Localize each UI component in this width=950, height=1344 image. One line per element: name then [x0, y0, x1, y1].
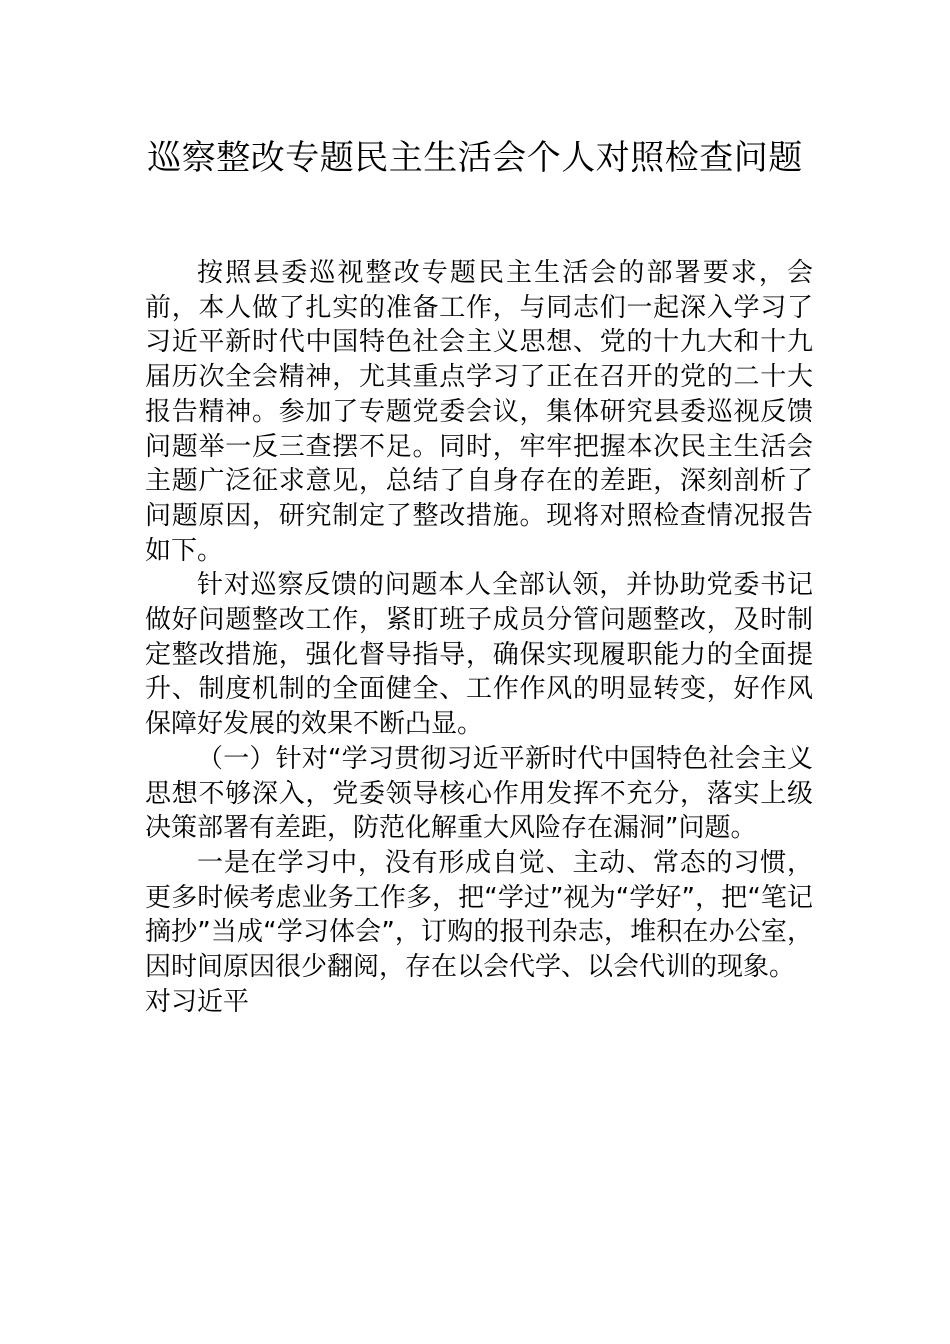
paragraph-rectification: 针对巡察反馈的问题本人全部认领，并协助党委书记做好问题整改工作，紧盯班子成员分管问题整改，及时制定整改措施，强化督导指导，确保实现履职能力的全面提升、制度机制的全面健全、工作作风的明显转变，好作风保障好发展的效果不断凸显。: [145, 570, 813, 740]
paragraph-point-one: 一是在学习中，没有形成自觉、主动、常态的习惯，更多时候考虑业务工作多，把“学过”视为“学好”，把“笔记摘抄”当成“学习体会”，订购的报刊杂志，堆积在办公室，因时间原因很少翻阅，存在以会代学、以会代训的现象。: [145, 847, 813, 983]
paragraph-intro: 按照县委巡视整改专题民主生活会的部署要求，会前，本人做了扎实的准备工作，与同志们一起深入学习了习近平新时代中国特色社会主义思想、党的十九大和十九届历次全会精神，尤其重点学习了正在召开的党的二十大报告精神。参加了专题党委会议，集体研究县委巡视反馈问题举一反三查摆不足。同时，牢牢把握本次民主生活会主题广泛征求意见，总结了自身存在的差距，深刻剖析了问题原因，研究制定了整改措施。现将对照检查情况报告如下。: [145, 258, 813, 566]
document-title: 巡察整改专题民主生活会个人对照检查问题: [147, 138, 803, 178]
paragraph-section-one: （一）针对“学习贯彻习近平新时代中国特色社会主义思想不够深入，党委领导核心作用发挥不充分，落实上级决策部署有差距，防范化解重大风险存在漏洞”问题。: [145, 743, 813, 844]
paragraph-tail: 对习近平: [145, 986, 250, 1017]
document-body: [145, 256, 813, 1019]
